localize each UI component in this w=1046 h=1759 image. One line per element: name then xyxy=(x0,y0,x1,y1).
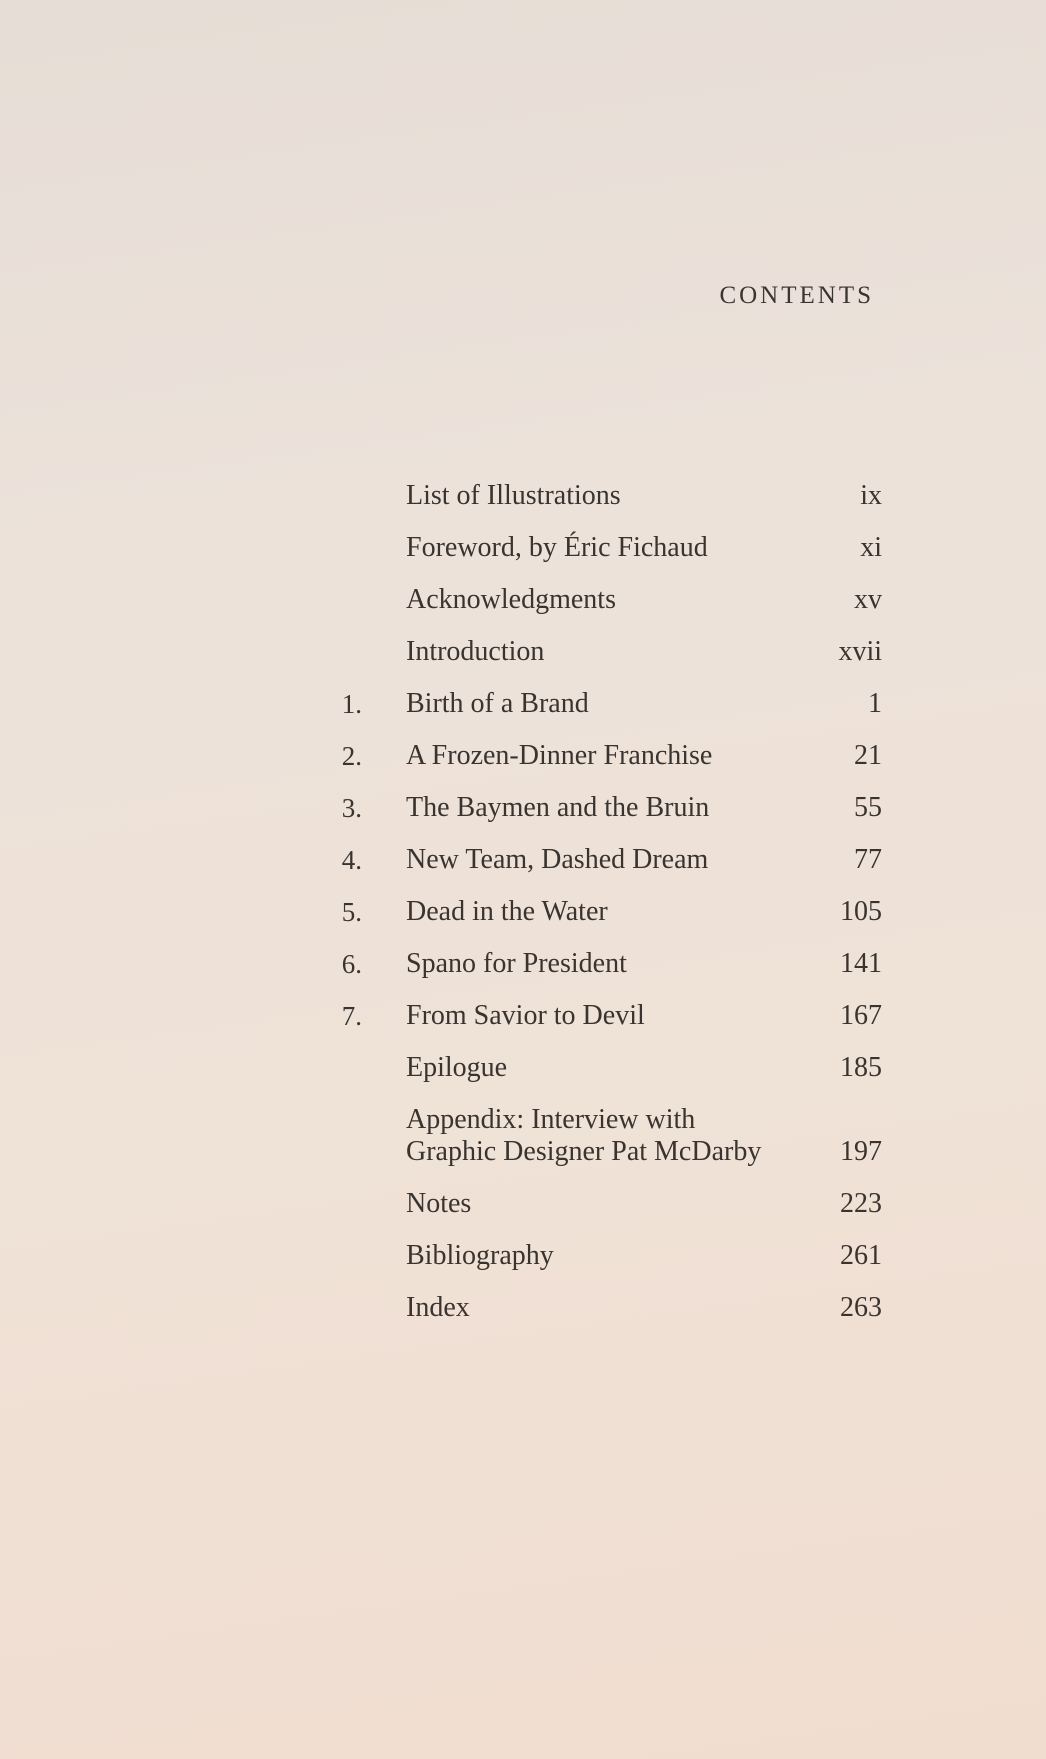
page-number: 1 xyxy=(868,688,882,719)
entry-title: The Baymen and the Bruin xyxy=(406,792,710,823)
chapter-number: 6. xyxy=(341,949,362,979)
entry-title: List of Illustrations xyxy=(406,480,621,511)
chapter-number: 3. xyxy=(341,793,362,823)
entry-title: Epilogue xyxy=(406,1052,508,1083)
entry-title: Spano for President xyxy=(406,948,627,979)
toc-entry xyxy=(341,688,882,720)
chapter-number: 1. xyxy=(341,689,362,719)
chapter-number: 5. xyxy=(341,897,362,927)
toc-entry xyxy=(370,1188,882,1220)
toc-entry xyxy=(370,1104,882,1168)
toc-entry xyxy=(341,1000,882,1032)
page-number: 167 xyxy=(840,1000,882,1031)
page-number: 197 xyxy=(840,1136,882,1167)
table-of-contents xyxy=(341,480,882,1344)
entry-title: From Savior to Devil xyxy=(406,1000,645,1031)
entry-title: Appendix: Interview with Graphic Designer Pat McDarby xyxy=(406,1104,762,1167)
entry-title: Introduction xyxy=(406,636,545,667)
page-number: 55 xyxy=(854,792,882,823)
contents-heading: CONTENTS xyxy=(719,282,874,309)
toc-entry xyxy=(341,948,882,980)
entry-title: Index xyxy=(406,1292,470,1323)
page-number: ix xyxy=(860,480,882,511)
entry-title: New Team, Dashed Dream xyxy=(406,844,709,875)
toc-entry xyxy=(370,584,882,616)
toc-entry xyxy=(370,480,882,512)
entry-title: Acknowledgments xyxy=(406,584,616,615)
page-number: 141 xyxy=(840,948,882,979)
page-number: 263 xyxy=(840,1292,882,1323)
chapter-number: 4. xyxy=(341,845,362,875)
entry-title: A Frozen-Dinner Franchise xyxy=(406,740,713,771)
toc-entry xyxy=(370,532,882,564)
toc-entry xyxy=(341,792,882,824)
toc-entry xyxy=(341,740,882,772)
page-number: 77 xyxy=(854,844,882,875)
toc-entry xyxy=(341,844,882,876)
toc-entry xyxy=(341,896,882,928)
page-number: xi xyxy=(860,532,882,563)
chapter-number: 7. xyxy=(341,1001,362,1031)
entry-title: Bibliography xyxy=(406,1240,554,1271)
entry-title: Birth of a Brand xyxy=(406,688,589,719)
toc-entry xyxy=(370,1052,882,1084)
entry-title: Notes xyxy=(406,1188,472,1219)
entry-title: Dead in the Water xyxy=(406,896,608,927)
toc-entry xyxy=(370,1240,882,1272)
chapter-number: 2. xyxy=(341,741,362,771)
toc-entry xyxy=(370,636,882,668)
toc-entry xyxy=(370,1292,882,1324)
page-number: 261 xyxy=(840,1240,882,1271)
page-number: 21 xyxy=(854,740,882,771)
page-number: 105 xyxy=(840,896,882,927)
page-number: xv xyxy=(854,584,882,615)
page-number: 185 xyxy=(840,1052,882,1083)
page-number: 223 xyxy=(840,1188,882,1219)
page-number: xvii xyxy=(838,636,882,667)
entry-title: Foreword, by Éric Fichaud xyxy=(406,532,708,563)
